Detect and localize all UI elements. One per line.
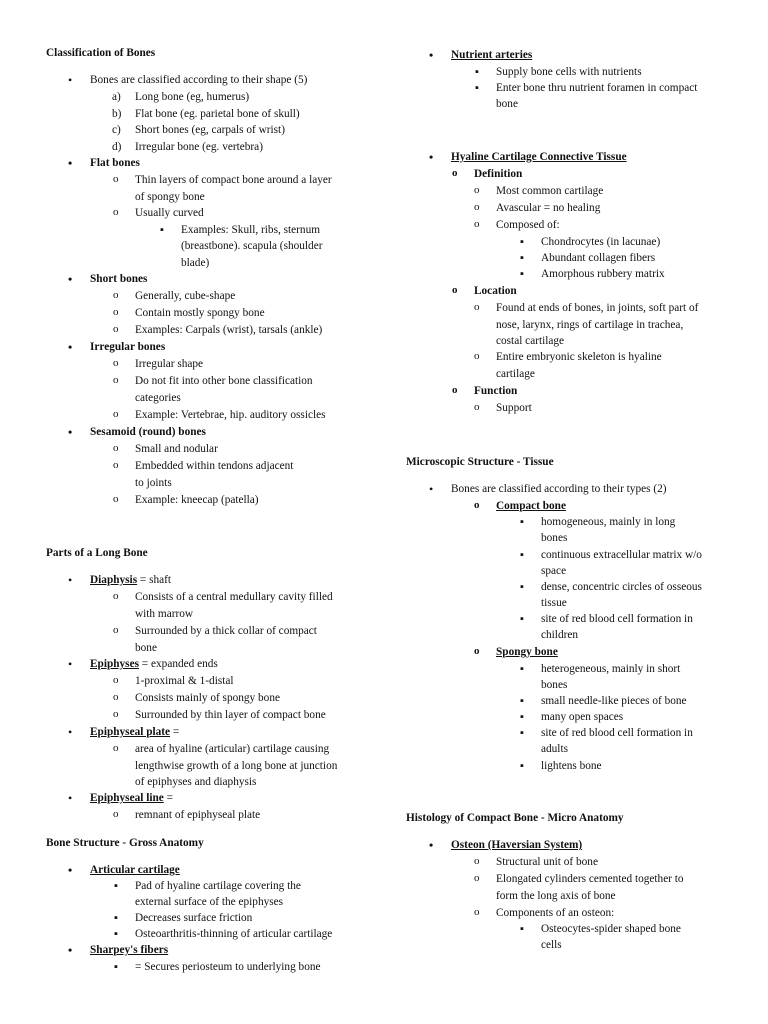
list-item: ▪ many open spaces <box>541 709 623 726</box>
list-item: o 1-proximal & 1-distal <box>135 673 234 690</box>
list-item-cont: cartilage <box>496 368 535 380</box>
parts-title: Parts of a Long Bone <box>46 547 148 559</box>
list-item-cont: bone <box>135 642 157 654</box>
location-heading: o Location <box>474 283 517 300</box>
list-item: o remnant of epiphyseal plate <box>135 807 260 824</box>
list-item-cont: of spongy bone <box>135 191 205 203</box>
list-item: ▪ homogeneous, mainly in long <box>541 514 675 531</box>
sharpeys-heading: • Sharpey's fibers <box>90 942 168 959</box>
list-item-cont: lengthwise growth of a long bone at junction <box>135 760 338 772</box>
list-item: ▪ Chondrocytes (in lacunae) <box>541 234 660 251</box>
list-item-cont: cells <box>541 939 562 951</box>
list-item: o Irregular shape <box>135 356 203 373</box>
list-item <box>90 656 218 673</box>
hyaline-heading: • Hyaline Cartilage Connective Tissue <box>451 149 627 166</box>
list-item: o Example: Vertebrae, hip. auditory ossicles <box>135 407 326 424</box>
list-item: o Example: kneecap (patella) <box>135 492 259 509</box>
list-item <box>90 572 171 589</box>
list-marker: a) <box>112 91 121 103</box>
list-item: o Consists mainly of spongy bone <box>135 690 280 707</box>
classification-title: Classification of Bones <box>46 47 156 59</box>
list-item-cont: bones <box>541 532 568 544</box>
epiphyses-term: Epiphyses <box>90 658 139 670</box>
list-item-cont: space <box>541 565 567 577</box>
list-item: o Embedded within tendons adjacent <box>135 458 293 475</box>
list-item: ▪ Amorphous rubbery matrix <box>541 266 665 283</box>
list-item: o Generally, cube-shape <box>135 288 235 305</box>
list-item: o Examples: Carpals (wrist), tarsals (ankle) <box>135 322 322 339</box>
list-item: o Composed of: <box>496 217 560 234</box>
list-item-cont: costal cartilage <box>496 335 565 347</box>
list-item: ▪ Pad of hyaline cartilage covering the <box>135 878 301 895</box>
micro-title: Microscopic Structure - Tissue <box>406 456 554 468</box>
list-item-cont: with marrow <box>135 608 194 620</box>
diaphysis-def: = shaft <box>137 574 172 586</box>
epiphyseal-line-term: Epiphyseal line <box>90 792 164 804</box>
list-item-cont: categories <box>135 392 181 404</box>
list-item: ▪ = Secures periosteum to underlying bone <box>135 959 321 976</box>
list-item: o Usually curved <box>135 205 204 222</box>
list-item: Short bones (eg, carpals of wrist) <box>135 124 285 136</box>
list-item: o Avascular = no healing <box>496 200 600 217</box>
list-item: ▪ continuous extracellular matrix w/o <box>541 547 702 564</box>
list-item-cont: form the long axis of bone <box>496 890 616 902</box>
epiphyses-def: = expanded ends <box>138 658 218 670</box>
compact-heading: o Compact bone <box>496 498 566 515</box>
list-item: ▪ Examples: Skull, ribs, sternum <box>181 222 320 239</box>
list-item: ▪ Supply bone cells with nutrients <box>496 64 642 81</box>
list-item: ▪ small needle-like pieces of bone <box>541 693 687 710</box>
list-item: • Bones are classified according to their types (2) <box>451 481 667 498</box>
list-marker: c) <box>112 124 121 136</box>
list-item: ▪ Osteoarthritis-thinning of articular cartilage <box>135 926 332 943</box>
list-item-cont: external surface of the epiphyses <box>135 896 284 908</box>
list-item: ▪ site of red blood cell formation in <box>541 611 693 628</box>
articular-heading: • Articular cartilage <box>90 862 180 879</box>
list-item: Irregular bone (eg. vertebra) <box>135 141 263 153</box>
nutrient-heading: • Nutrient arteries <box>451 47 532 64</box>
list-item-cont: children <box>541 629 579 641</box>
irregular-bones-heading: • Irregular bones <box>90 339 165 356</box>
list-item: ▪ Enter bone thru nutrient foramen in compact <box>496 80 697 97</box>
list-item: o Do not fit into other bone classification <box>135 373 313 390</box>
list-item-cont: adults <box>541 743 568 755</box>
list-item-cont: bone <box>496 98 518 110</box>
list-item-cont: of epiphyses and diaphysis <box>135 776 257 788</box>
epiphyseal-line-def: = <box>163 792 173 804</box>
list-item-cont: (breastbone). scapula (shoulder <box>181 240 323 252</box>
list-item: o Surrounded by a thick collar of compact <box>135 623 317 640</box>
list-item-cont: to joints <box>135 477 172 489</box>
list-item: ▪ Abundant collagen fibers <box>541 250 655 267</box>
list-marker: b) <box>112 108 122 120</box>
list-item: o Found at ends of bones, in joints, soft part of <box>496 300 698 317</box>
list-item: ▪ dense, concentric circles of osseous <box>541 579 702 596</box>
list-item: o area of hyaline (articular) cartilage causing <box>135 741 329 758</box>
diaphysis-term: Diaphysis <box>90 574 138 586</box>
list-item-cont: bones <box>541 679 568 691</box>
list-item: • Bones are classified according to their shape (5) <box>90 72 307 89</box>
list-item: o Thin layers of compact bone around a layer <box>135 172 332 189</box>
list-item-cont: nose, larynx, rings of cartilage in trachea, <box>496 319 684 331</box>
list-item: Long bone (eg, humerus) <box>135 91 250 103</box>
flat-bones-heading: • Flat bones <box>90 155 140 172</box>
list-item: o Surrounded by thin layer of compact bone <box>135 707 326 724</box>
list-item: ▪ heterogeneous, mainly in short <box>541 661 680 678</box>
list-marker: d) <box>112 141 122 153</box>
list-item: ▪ lightens bone <box>541 758 602 775</box>
list-item: o Consists of a central medullary cavity filled <box>135 589 333 606</box>
structure-title: Bone Structure - Gross Anatomy <box>46 837 204 849</box>
list-item: ▪ site of red blood cell formation in <box>541 725 693 742</box>
list-item-cont: blade) <box>181 257 210 269</box>
list-item: o Components of an osteon: <box>496 905 614 922</box>
list-item: o Elongated cylinders cemented together to <box>496 871 684 888</box>
list-item-cont: tissue <box>541 597 567 609</box>
list-item: o Contain mostly spongy bone <box>135 305 265 322</box>
list-item <box>90 790 173 807</box>
short-bones-heading: • Short bones <box>90 271 147 288</box>
spongy-heading: o Spongy bone <box>496 644 558 661</box>
osteon-heading: • Osteon (Haversian System) <box>451 837 582 854</box>
histology-title: Histology of Compact Bone - Micro Anatomy <box>406 812 624 824</box>
list-item: o Small and nodular <box>135 441 218 458</box>
sesamoid-heading: • Sesamoid (round) bones <box>90 424 206 441</box>
epiphyseal-plate-def: = <box>170 726 180 738</box>
list-item: ▪ Decreases surface friction <box>135 910 252 927</box>
list-item: o Structural unit of bone <box>496 854 598 871</box>
list-item: o Support <box>496 400 532 417</box>
list-item: Flat bone (eg. parietal bone of skull) <box>135 108 300 120</box>
list-item <box>90 724 179 741</box>
list-item: o Entire embryonic skeleton is hyaline <box>496 349 662 366</box>
epiphyseal-plate-term: Epiphyseal plate <box>90 726 171 738</box>
function-heading: o Function <box>474 383 517 400</box>
list-item: ▪ Osteocytes-spider shaped bone <box>541 921 681 938</box>
list-item: o Most common cartilage <box>496 183 603 200</box>
definition-heading: o Definition <box>474 166 522 183</box>
